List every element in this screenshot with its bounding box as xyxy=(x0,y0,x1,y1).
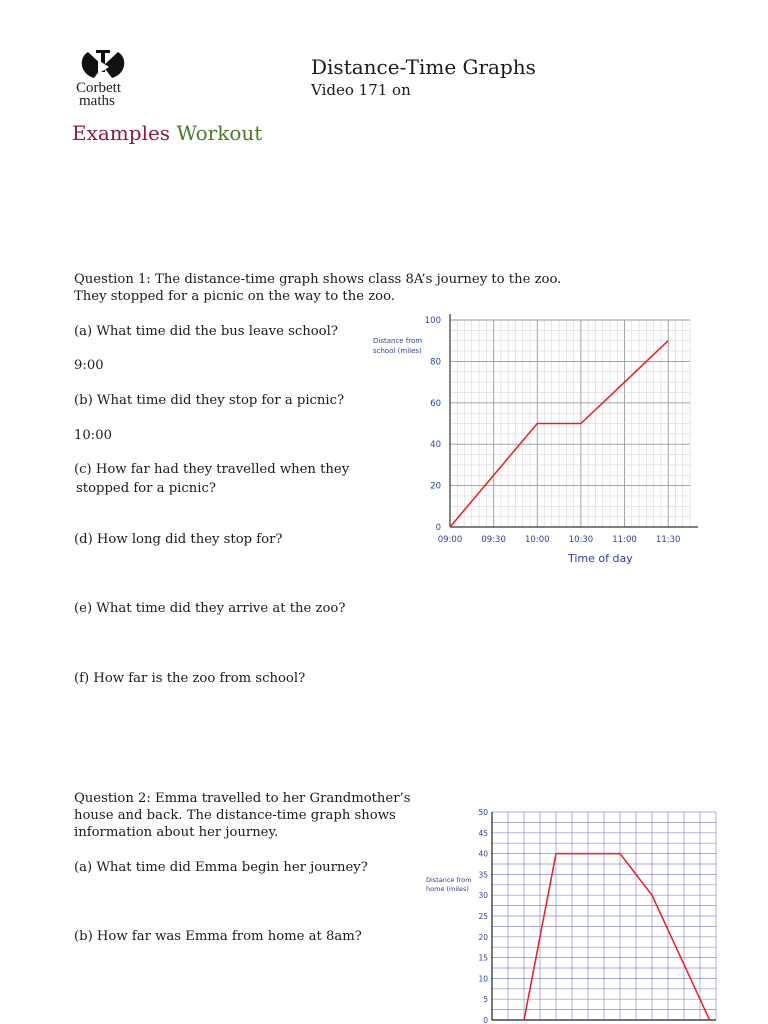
chart2-y-tick-label: 35 xyxy=(478,870,488,880)
chart2-y-tick-label: 50 xyxy=(478,808,488,817)
chart1-ylabel-line2: school (miles) xyxy=(373,347,422,355)
q1-answer-b: 10:00 xyxy=(74,428,113,443)
q1-intro-line2: They stopped for a picnic on the way to the zoo. xyxy=(74,289,395,304)
page-title: Distance-Time Graphs xyxy=(311,55,536,79)
chart1-y-tick-label: 60 xyxy=(430,398,441,409)
chart2-y-tick-label: 15 xyxy=(478,953,488,963)
chart1-y-tick-label: 0 xyxy=(435,523,441,533)
chart1-y-tick-label: 80 xyxy=(430,357,441,368)
q1-part-c-line1: (c) How far had they travelled when they xyxy=(74,462,350,477)
chart1-y-tick-label: 20 xyxy=(430,481,441,492)
chart1-y-tick-label: 40 xyxy=(430,440,441,451)
q1-part-d: (d) How long did they stop for? xyxy=(74,532,283,547)
chart2-y-tick-label: 30 xyxy=(478,891,488,901)
page-subtitle: Video 171 on xyxy=(311,81,411,99)
q1-intro-line1: Question 1: The distance-time graph shows class 8A’s journey to the zoo. xyxy=(74,272,562,287)
logo-line1: Corbett xyxy=(76,80,121,96)
chart2-y-tick-label: 0 xyxy=(483,1016,488,1024)
chart1-y-tick-label: 100 xyxy=(424,316,441,326)
chart1-x-tick-label: 10:00 xyxy=(525,535,550,545)
q1-answer-a: 9:00 xyxy=(74,358,104,373)
workout-word: Workout xyxy=(176,121,263,145)
chart2-y-tick-label: 5 xyxy=(483,995,488,1005)
q2-part-a: (a) What time did Emma begin her journey? xyxy=(74,860,368,875)
chart2-y-tick-label: 40 xyxy=(478,849,488,859)
chart1-x-tick-label: 09:30 xyxy=(481,535,506,545)
chart2-y-tick-label: 25 xyxy=(478,912,488,921)
q1-part-b: (b) What time did they stop for a picnic? xyxy=(74,393,345,408)
q1-part-e: (e) What time did they arrive at the zoo? xyxy=(74,601,346,616)
chart2-ylabel-line2: home (miles) xyxy=(426,885,469,893)
q2-part-b: (b) How far was Emma from home at 8am? xyxy=(74,929,362,944)
chart2-y-tick-label: 10 xyxy=(478,974,488,984)
chart1-xlabel: Time of day xyxy=(568,552,633,565)
chart2-y-tick-label: 45 xyxy=(478,828,488,838)
q2-intro-line3: information about her journey. xyxy=(74,825,279,840)
chart1-x-tick-label: 09:00 xyxy=(437,535,463,545)
q1-part-c-line2: stopped for a picnic? xyxy=(76,481,216,496)
chart2-y-tick-label: 20 xyxy=(478,932,488,942)
chart2-ylabel-line1: Distance from xyxy=(426,876,472,884)
examples-word: Examples xyxy=(72,121,171,145)
q1-part-a: (a) What time did the bus leave school? xyxy=(74,324,338,339)
chart1-x-tick-label: 10:30 xyxy=(568,535,594,545)
chart1-x-tick-label: 11:00 xyxy=(612,535,637,545)
chart1-ylabel-line1: Distance from xyxy=(373,337,423,345)
q2-intro-line1: Question 2: Emma travelled to her Grandmother’s xyxy=(74,791,411,806)
q2-intro-line2: house and back. The distance-time graph shows xyxy=(74,808,396,823)
q1-part-f: (f) How far is the zoo from school? xyxy=(74,671,306,686)
logo-line2: maths xyxy=(79,93,115,109)
chart1-x-tick-label: 11:30 xyxy=(655,535,681,545)
